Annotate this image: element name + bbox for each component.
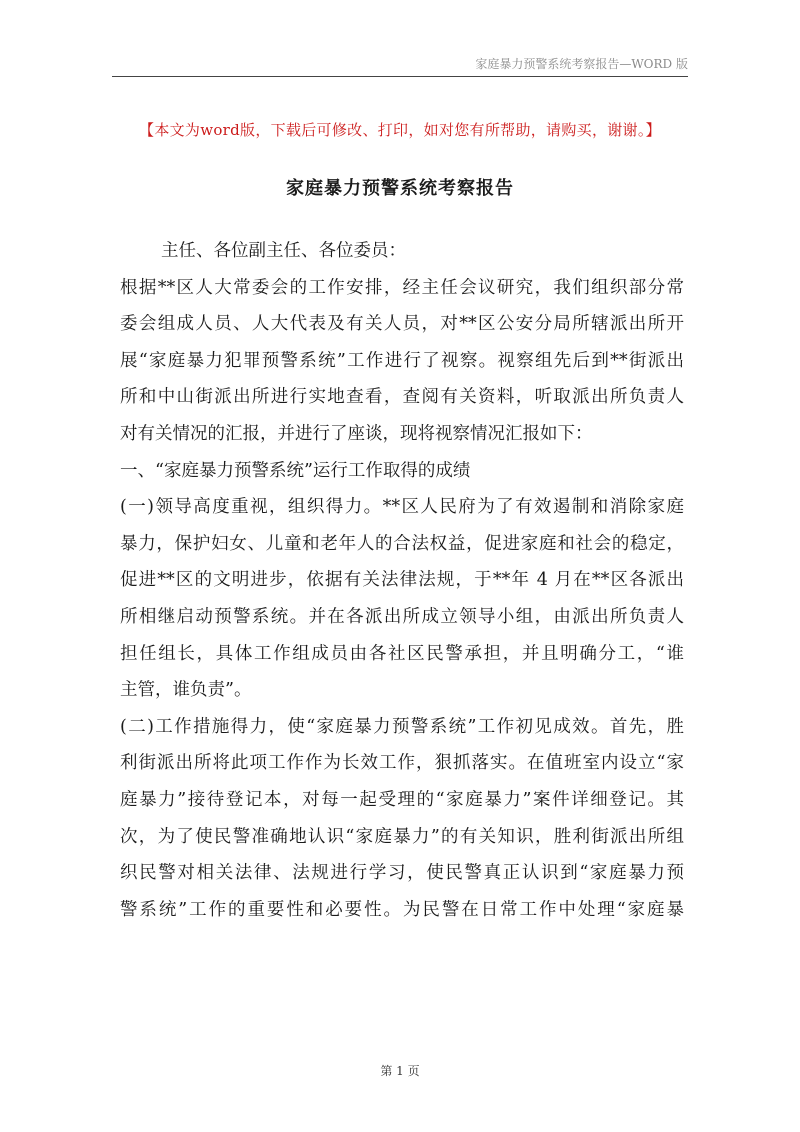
page-title: 家庭暴力预警系统考察报告 (286, 178, 514, 199)
body-line: 所相继启动预警系统。并在各派出所成立领导小组，由派出所负责人 (120, 606, 684, 627)
body-line: 根据**区人大常委会的工作安排，经主任会议研究，我们组织部分常 (120, 277, 684, 298)
header-divider (112, 76, 688, 77)
salutation: 主任、各位副主任、各位委员： (161, 241, 406, 261)
page-number: 第 1 页 (380, 1064, 420, 1078)
body-line: 警系统”工作的重要性和必要性。为民警在日常工作中处理“家庭暴 (120, 899, 684, 920)
body-line: 利街派出所将此项工作作为长效工作，狠抓落实。在值班室内设立“家 (120, 753, 684, 774)
body-line: 织民警对相关法律、法规进行学习，使民警真正认识到“家庭暴力预 (120, 863, 684, 884)
body-line: 所和中山街派出所进行实地查看，查阅有关资料，听取派出所负责人 (120, 387, 684, 408)
purchase-notice: 【本文为word版，下载后可修改、打印，如对您有所帮助，请购买，谢谢。】 (139, 121, 661, 139)
body-line: 次，为了使民警准确地认识“家庭暴力”的有关知识，胜利街派出所组 (120, 826, 684, 847)
body-line: 主管，谁负责”。 (120, 680, 252, 701)
body-line: 促进**区的文明进步，依据有关法律法规，于**年 4 月在**区各派出 (120, 570, 684, 591)
running-header: 家庭暴力预警系统考察报告—WORD 版 (475, 57, 688, 71)
body-line: 展“家庭暴力犯罪预警系统”工作进行了视察。视察组先后到**街派出 (120, 350, 684, 371)
document-body (120, 233, 684, 928)
body-line: 暴力，保护妇女、儿童和老年人的合法权益，促进家庭和社会的稳定， (120, 533, 684, 554)
body-line: 对有关情况的汇报，并进行了座谈，现将视察情况汇报如下： (120, 423, 593, 444)
body-line: (一)领导高度重视，组织得力。**区人民府为了有效遏制和消除家庭 (120, 497, 684, 518)
body-line: 委会组成人员、人大代表及有关人员，对**区公安分局所辖派出所开 (120, 314, 684, 335)
body-line: 庭暴力”接待登记本，对每一起受理的“家庭暴力”案件详细登记。其 (120, 789, 684, 810)
body-line: (二)工作措施得力，使“家庭暴力预警系统”工作初见成效。首先，胜 (120, 716, 684, 737)
body-line: 担任组长，具体工作组成员由各社区民警承担，并且明确分工，“谁 (120, 643, 684, 664)
section-heading: 一、“家庭暴力预警系统”运行工作取得的成绩 (120, 460, 471, 481)
